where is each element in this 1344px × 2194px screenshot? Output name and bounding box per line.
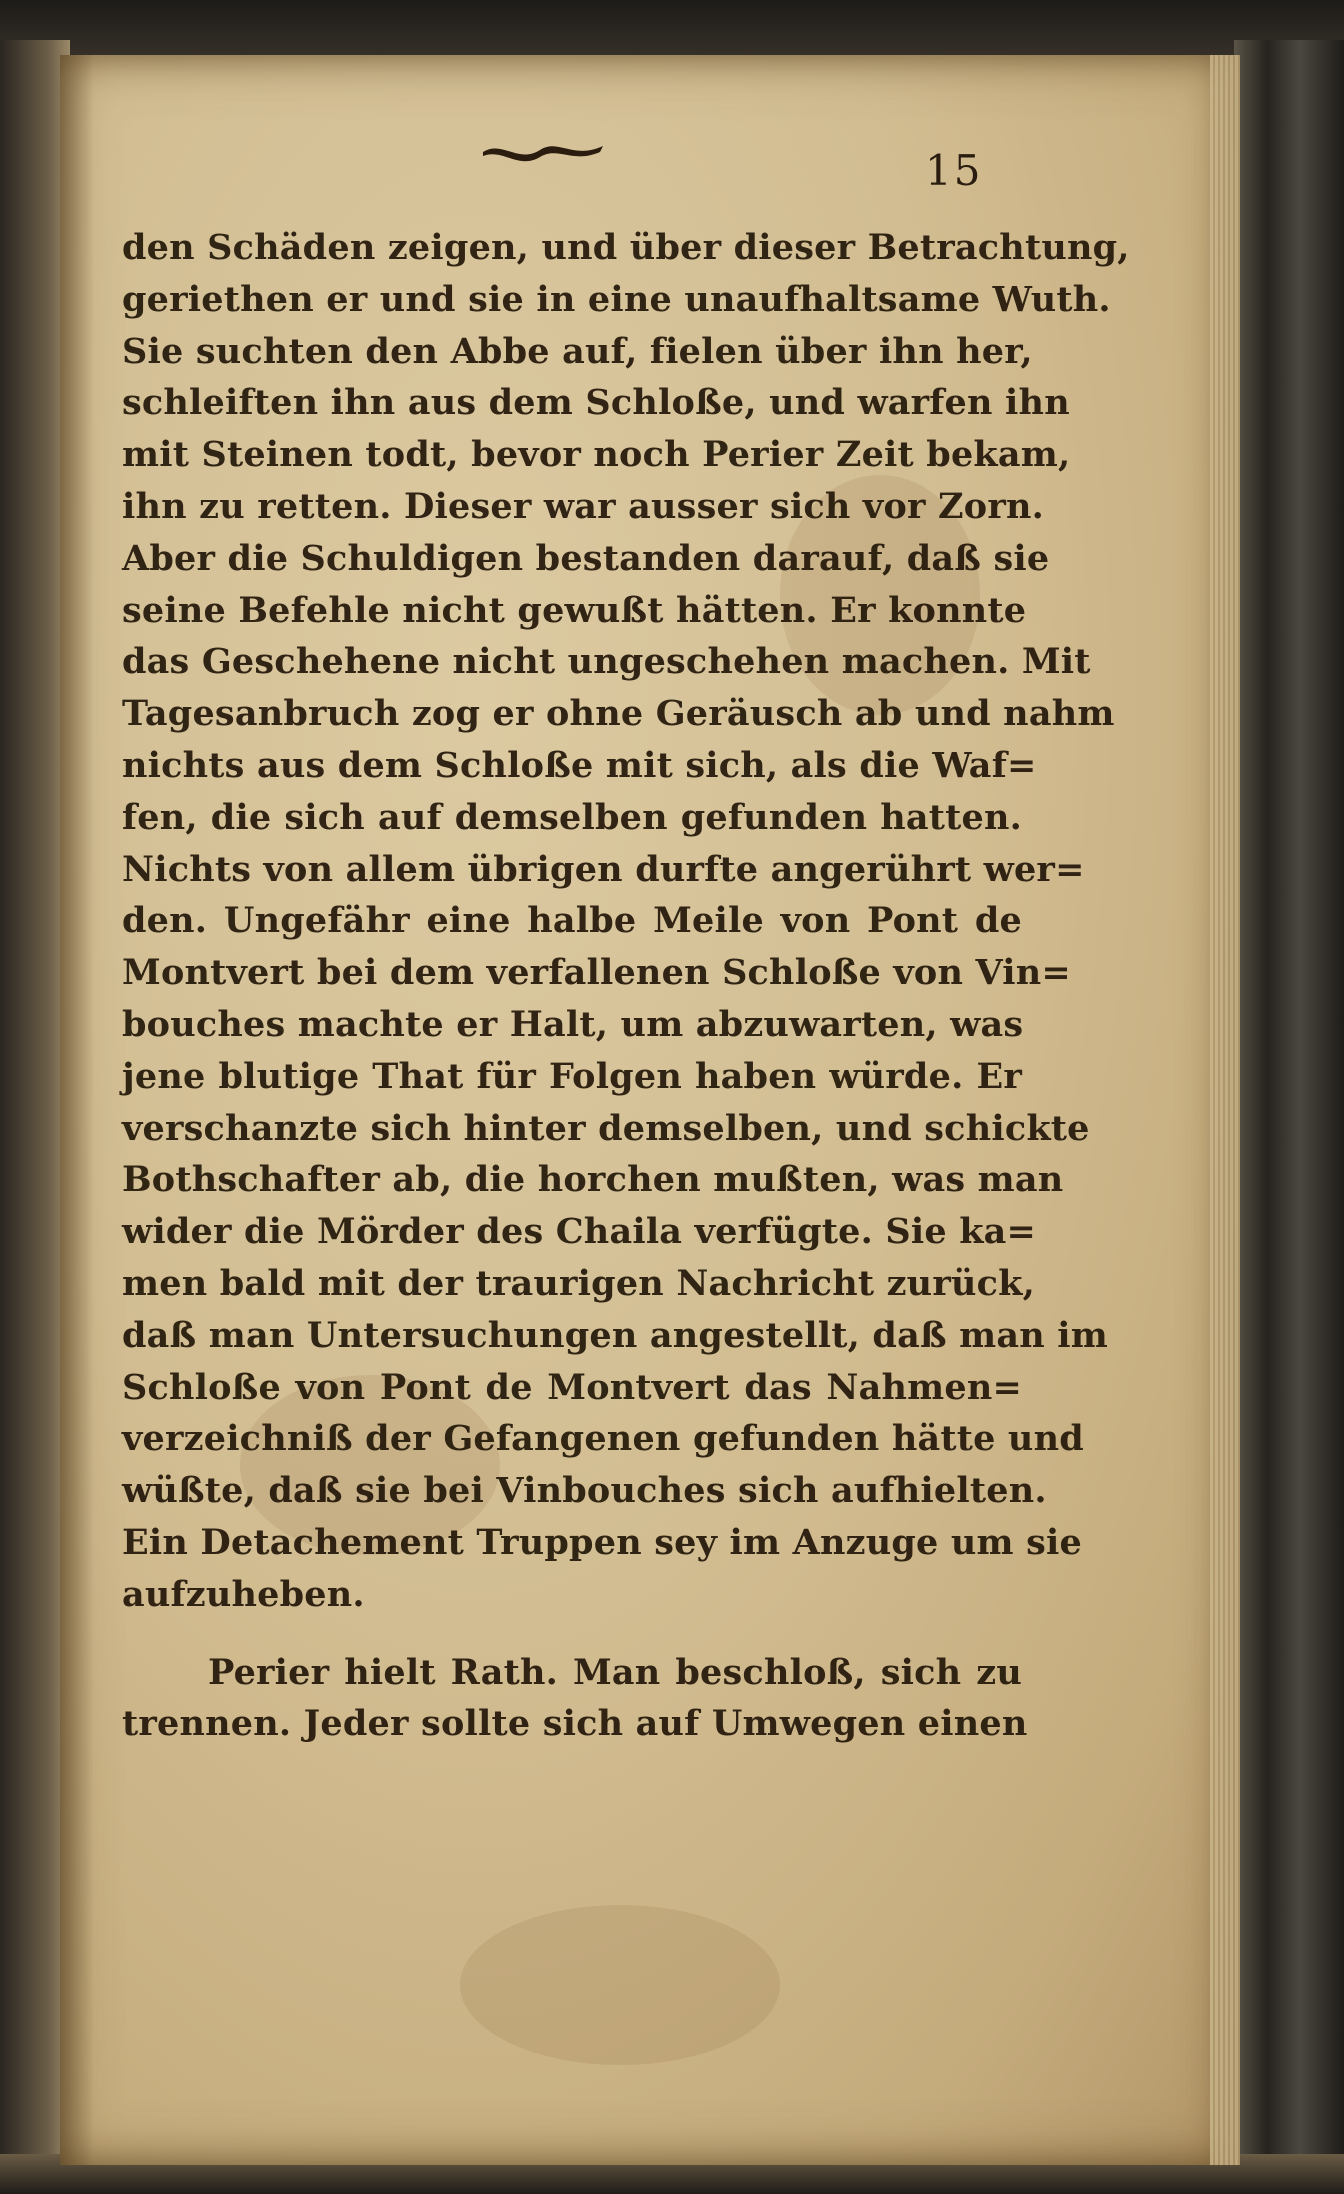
text-line: Nichts von allem übrigen durfte angerührt wer= <box>122 848 1085 890</box>
text-line: seine Befehle nicht gewußt hätten. Er konnte <box>122 589 1027 631</box>
text-line: fen, die sich auf demselben gefunden hatten. <box>122 796 1022 838</box>
text-line: Sie suchten den Abbe auf, fielen über ihn her, <box>122 330 1033 372</box>
text-line: trennen. Jeder sollte sich auf Umwegen einen <box>122 1703 1028 1745</box>
header-ornament-icon <box>478 130 608 170</box>
book-cover-right <box>1234 40 1344 2194</box>
text-line: schleiften ihn aus dem Schloße, und warfen ihn <box>122 382 1070 424</box>
text-line: den. Ungefähr eine halbe Meile von Pont de <box>122 900 1022 942</box>
text-line: Perier hielt Rath. Man beschloß, sich zu <box>208 1651 1022 1693</box>
paper-stain <box>460 1905 780 2065</box>
text-line: wüßte, daß sie bei Vinbouches sich aufhielten. <box>122 1470 1047 1512</box>
paragraph <box>122 1647 1028 1751</box>
text-line: Montvert bei dem verfallenen Schloße von Vin= <box>122 952 1071 994</box>
text-line: aufzuheben. <box>122 1573 365 1615</box>
text-line: Ein Detachement Truppen sey im Anzuge um sie <box>122 1521 1083 1563</box>
body-text <box>122 222 1130 1750</box>
text-line: nichts aus dem Schloße mit sich, als die Waf= <box>122 744 1037 786</box>
text-line: daß man Untersuchungen angestellt, daß man im <box>122 1314 1109 1356</box>
text-line: mit Steinen todt, bevor noch Perier Zeit bekam, <box>122 434 1071 476</box>
text-line: Schloße von Pont de Montvert das Nahmen= <box>122 1366 1022 1408</box>
page-gutter-shadow <box>60 55 94 2165</box>
text-line: Tagesanbruch zog er ohne Geräusch ab und nahm <box>122 693 1115 735</box>
paragraph <box>122 222 1130 1621</box>
page-number: 15 <box>925 146 983 195</box>
text-line: Bothschafter ab, die horchen mußten, was man <box>122 1159 1064 1201</box>
text-line: ihn zu retten. Dieser war ausser sich vor Zorn. <box>122 485 1044 527</box>
text-line: men bald mit der traurigen Nachricht zurück, <box>122 1262 1035 1304</box>
text-line: bouches machte er Halt, um abzuwarten, was <box>122 1003 1024 1045</box>
text-line: verzeichniß der Gefangenen gefunden hätte und <box>122 1418 1084 1460</box>
page-edges <box>1210 55 1240 2165</box>
text-line: jene blutige That für Folgen haben würde. Er <box>122 1055 1022 1097</box>
paragraph-spacer <box>122 1621 1022 1647</box>
text-line: verschanzte sich hinter demselben, und schickte <box>122 1107 1090 1149</box>
text-line: Aber die Schuldigen bestanden darauf, daß sie <box>122 537 1050 579</box>
text-line: wider die Mörder des Chaila verfügte. Sie ka= <box>122 1211 1037 1253</box>
text-line: den Schäden zeigen, und über dieser Betrachtung, <box>122 227 1130 268</box>
text-line: das Geschehene nicht ungeschehen machen. Mit <box>122 641 1091 683</box>
text-line: geriethen er und sie in eine unaufhaltsame Wuth. <box>122 278 1111 320</box>
